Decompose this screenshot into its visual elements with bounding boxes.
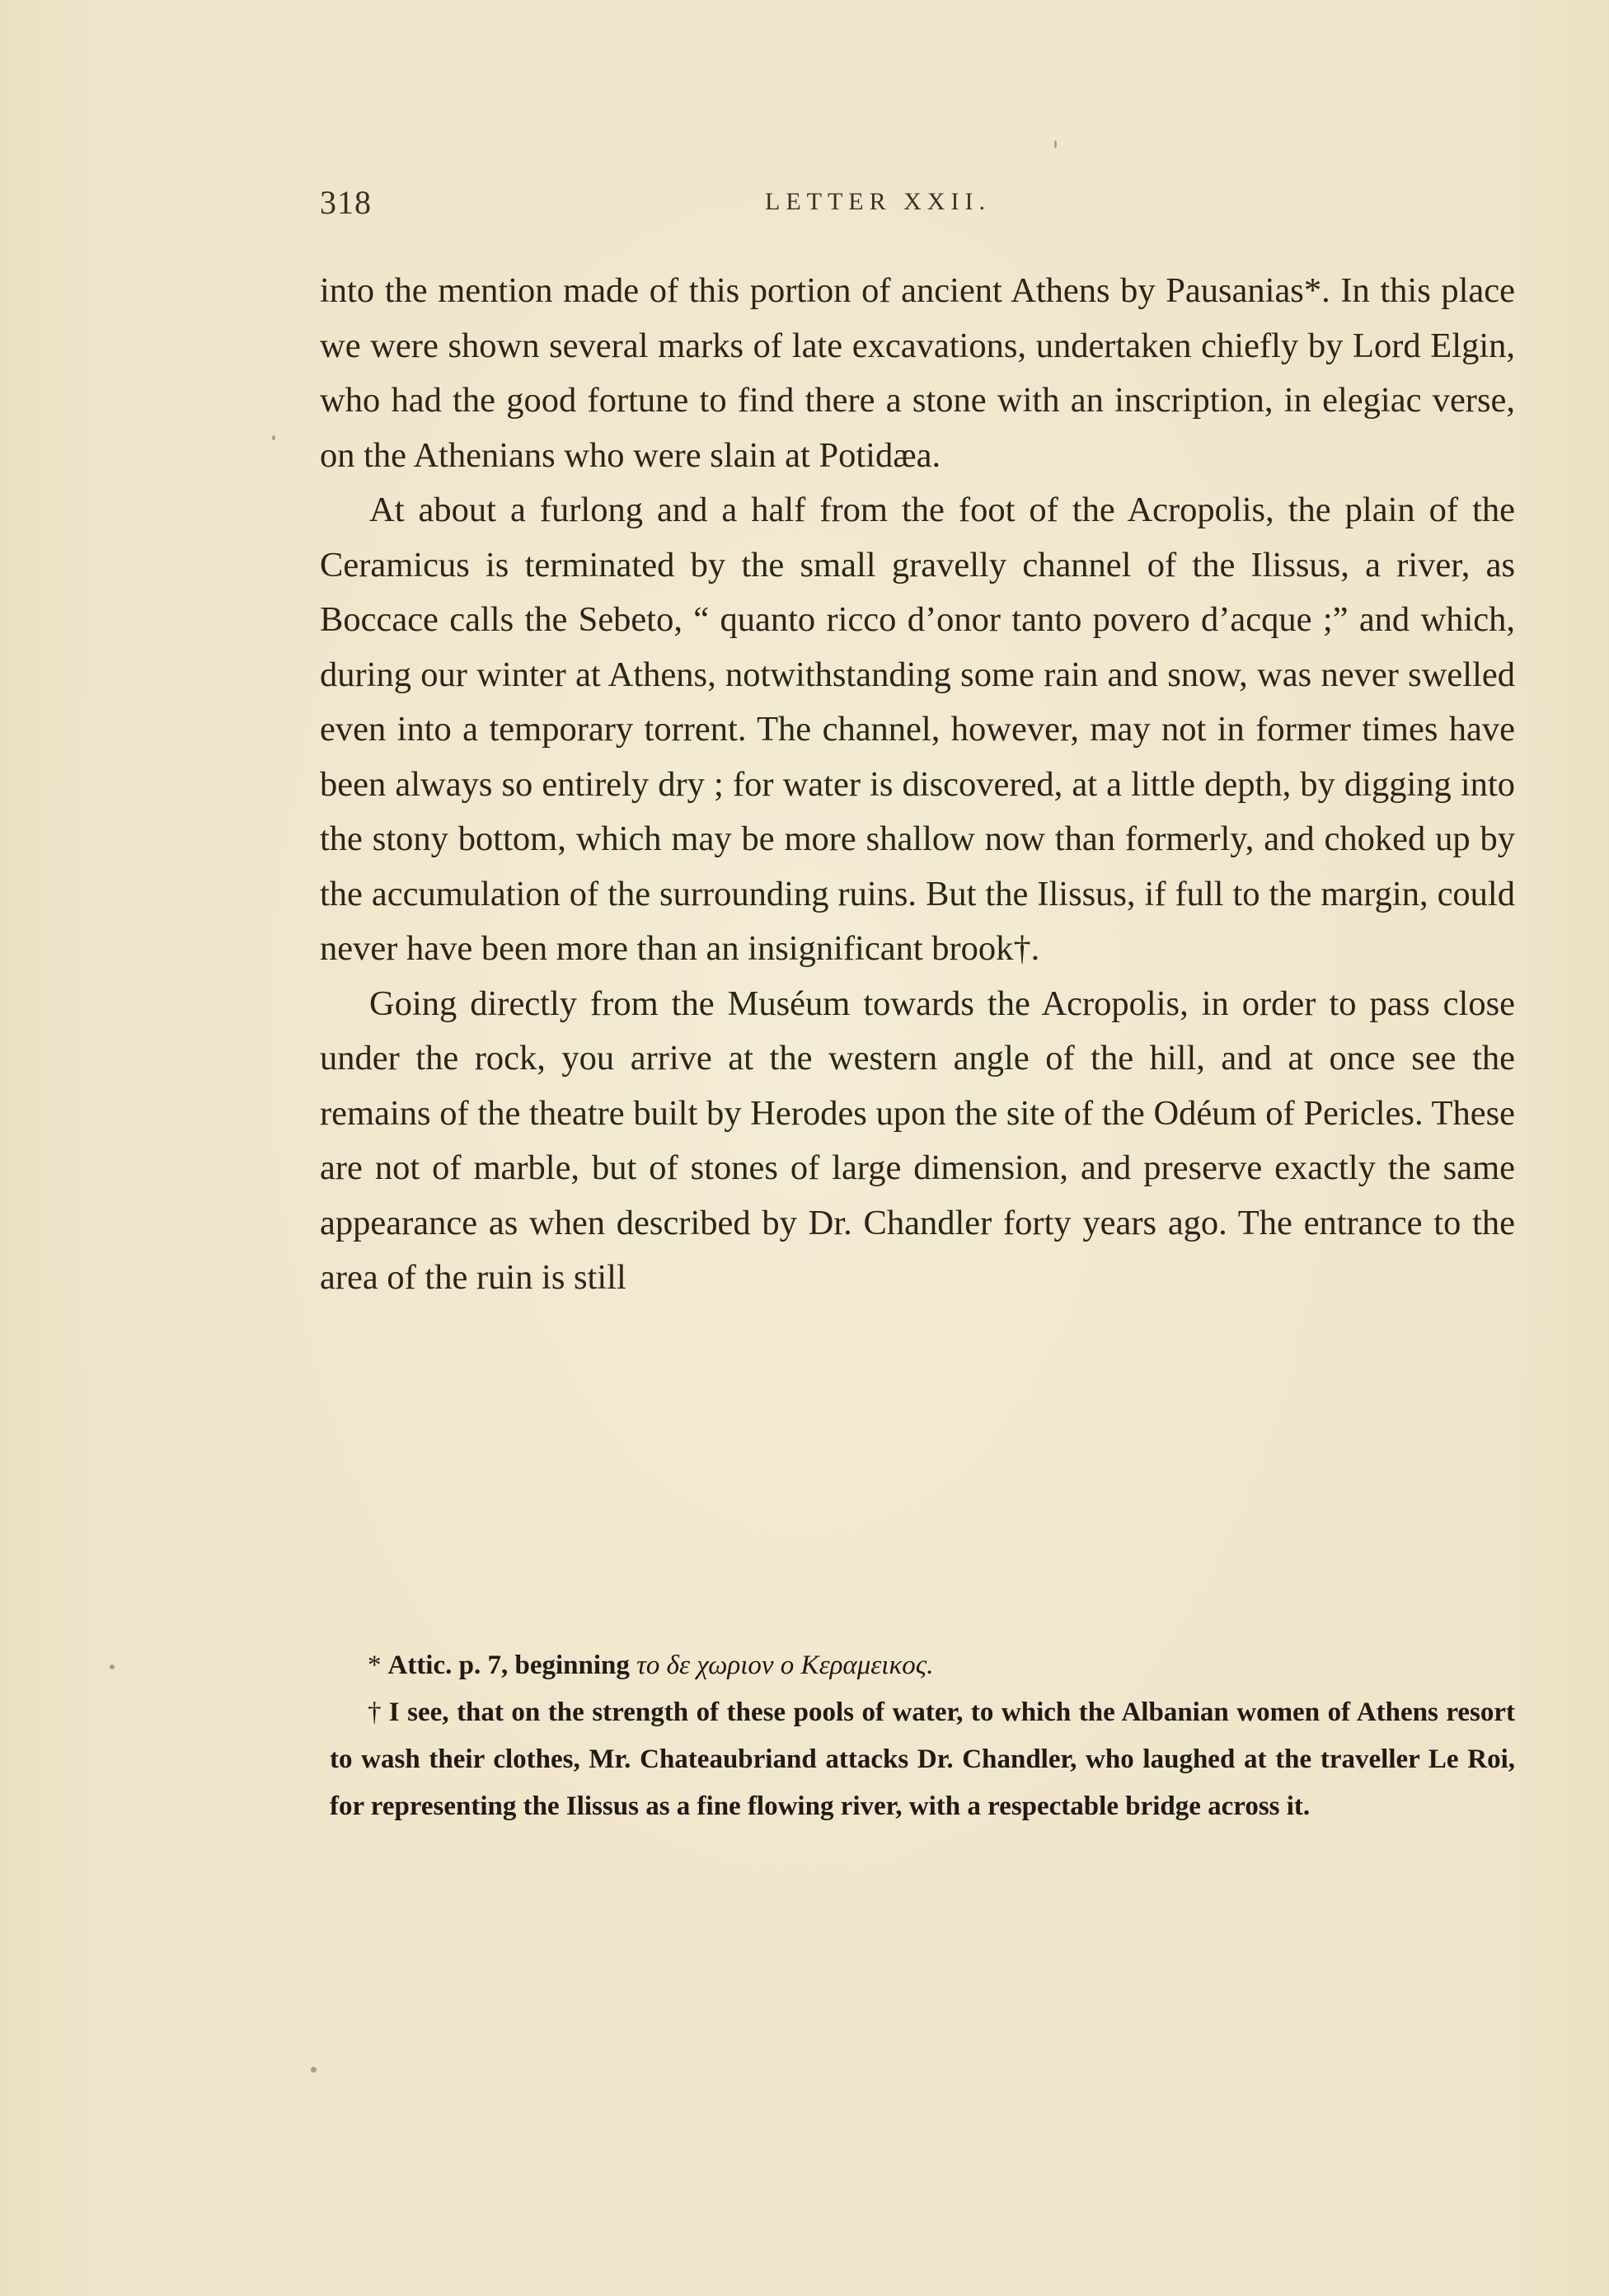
paragraph-3: Going directly from the Muséum towards the Acropolis, in order to pass close under the rock, you arrive at the western angle of the hill, and at once see the remains of the theatre built by Herodes upon the site of the Odéum of Pericles. These are not of marble, but of stones of large dimension, and preserve exactly the same appearance as when described by Dr. Chandler forty years ago. The entrance to the area of the ruin is still [320,984,1515,1297]
paper-speck [311,2067,317,2073]
paper-speck [272,435,275,440]
footnotes [330,1642,1515,1830]
paper-speck [110,1664,115,1669]
footnote-2-text: I see, that on the strength of these pools of water, to which the Albanian women of Athens resort to wash their clothes, Mr. Chateaubriand attacks Dr. Chandler, who laughed at the traveller Le Roi, for representing the Ilissus as a fine flowing river, with a respectable bridge across it. [330,1697,1516,1821]
paragraph-1: into the mention made of this portion of ancient Athens by Pausanias*. In this place we were shown several marks of late excavations, undertaken chiefly by Lord Elgin, who had the good fortune to find there a stone with an inscription, in elegiac verse, on the Athenians who were slain at Potidæa. [320,271,1515,475]
footnote-1-marker: * [368,1650,382,1680]
footnote-1-text: Attic. p. 7, beginning [387,1650,630,1680]
paragraph-2: At about a furlong and a half from the foot of the Acropolis, the plain of the Ceramicus is terminated by the small gravelly channel of the Ilissus, a river, as Boccace calls the Sebeto, “ quanto ricco d’onor tanto povero d’acque ;” and which, during our winter at Athens, notwithstanding some rain and snow, was never swelled even into a temporary torrent. The channel, however, may not in former times have been always so entirely dry ; for water is discovered, at a little depth, by digging into the stony bottom, which may be more shallow now than formerly, and choked up by the accumulation of the surrounding ruins. But the Ilissus, if full to the margin, could never have been more than an insignificant brook†. [320,491,1515,968]
footnote-1-greek-quote: το δε χωριον ο Κεραμεικος. [636,1650,934,1680]
page-number: 318 [320,184,372,221]
page-header [320,183,1515,232]
paper-speck [1054,140,1057,148]
main-text [320,264,1515,1306]
footnote-2-marker: † [368,1697,382,1727]
footnote-1 [330,1642,1515,1689]
footnote-2 [330,1689,1515,1830]
running-head: LETTER XXII. [765,188,991,215]
